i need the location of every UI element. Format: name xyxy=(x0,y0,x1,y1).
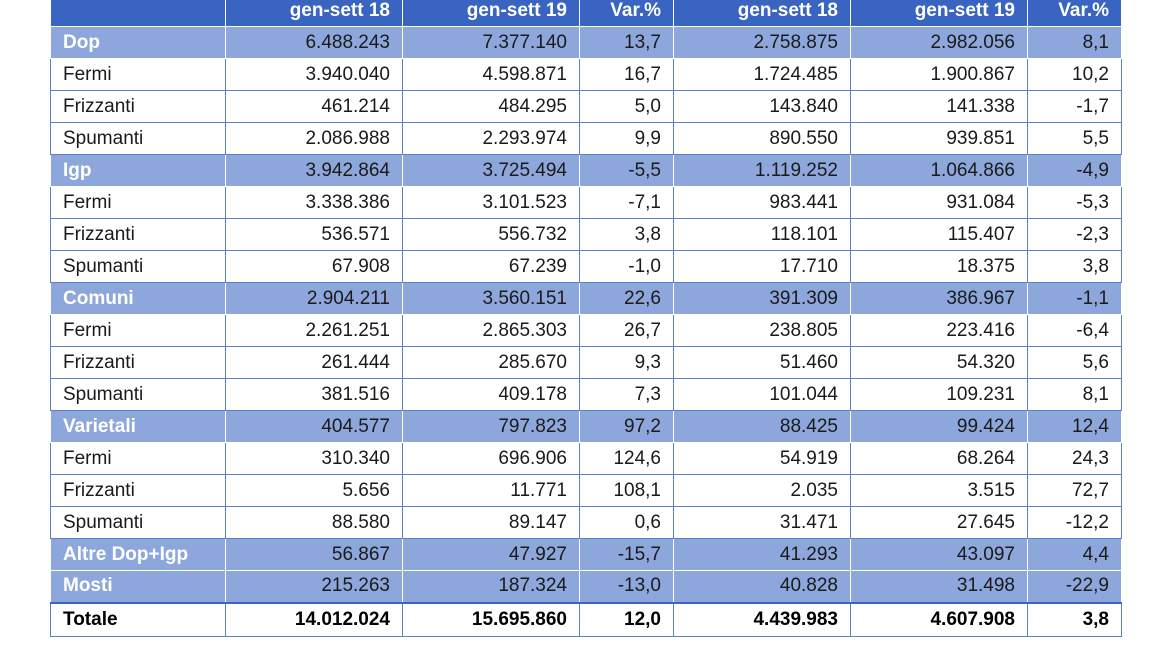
value-cell: 939.851 xyxy=(851,123,1028,155)
table-row xyxy=(51,315,1122,347)
row-label-cell: Fermi xyxy=(51,59,226,91)
value-cell: 12,0 xyxy=(580,603,674,637)
value-cell: 983.441 xyxy=(674,187,851,219)
value-cell: 2.904.211 xyxy=(226,283,403,315)
value-cell: 238.805 xyxy=(674,315,851,347)
row-label-cell: Dop xyxy=(51,27,226,59)
value-cell: 1.119.252 xyxy=(674,155,851,187)
table-row-group xyxy=(51,411,1122,443)
table-row-group xyxy=(51,539,1122,571)
header-cell-var-a: Var.% xyxy=(580,0,674,27)
value-cell: 13,7 xyxy=(580,27,674,59)
value-cell: 16,7 xyxy=(580,59,674,91)
value-cell: 285.670 xyxy=(403,347,580,379)
value-cell: 12,4 xyxy=(1028,411,1122,443)
table-row xyxy=(51,59,1122,91)
value-cell: 31.498 xyxy=(851,571,1028,603)
value-cell: 51.460 xyxy=(674,347,851,379)
value-cell: 1.064.866 xyxy=(851,155,1028,187)
value-cell: 67.908 xyxy=(226,251,403,283)
table-row-group xyxy=(51,571,1122,603)
row-label-cell: Varietali xyxy=(51,411,226,443)
row-label-cell: Fermi xyxy=(51,443,226,475)
value-cell: -1,7 xyxy=(1028,91,1122,123)
value-cell: 15.695.860 xyxy=(403,603,580,637)
value-cell: 54.320 xyxy=(851,347,1028,379)
row-label-cell: Igp xyxy=(51,155,226,187)
value-cell: 26,7 xyxy=(580,315,674,347)
value-cell: -1,0 xyxy=(580,251,674,283)
value-cell: -7,1 xyxy=(580,187,674,219)
value-cell: -5,5 xyxy=(580,155,674,187)
value-cell: 99.424 xyxy=(851,411,1028,443)
table-row xyxy=(51,219,1122,251)
row-label-cell: Spumanti xyxy=(51,251,226,283)
table-row-group xyxy=(51,155,1122,187)
value-cell: 7,3 xyxy=(580,379,674,411)
row-label-cell: Frizzanti xyxy=(51,219,226,251)
value-cell: -2,3 xyxy=(1028,219,1122,251)
row-label-cell: Totale xyxy=(51,603,226,637)
value-cell: 0,6 xyxy=(580,507,674,539)
value-cell: -13,0 xyxy=(580,571,674,603)
value-cell: 5,5 xyxy=(1028,123,1122,155)
value-cell: 54.919 xyxy=(674,443,851,475)
value-cell: 1.900.867 xyxy=(851,59,1028,91)
value-cell: 2.261.251 xyxy=(226,315,403,347)
value-cell: 3.560.151 xyxy=(403,283,580,315)
value-cell: -22,9 xyxy=(1028,571,1122,603)
header-cell-period-18-b: gen-sett 18 xyxy=(674,0,851,27)
value-cell: 4.439.983 xyxy=(674,603,851,637)
value-cell: 9,3 xyxy=(580,347,674,379)
data-table xyxy=(50,0,1122,637)
value-cell: 2.982.056 xyxy=(851,27,1028,59)
row-label-cell: Frizzanti xyxy=(51,91,226,123)
value-cell: 5,0 xyxy=(580,91,674,123)
value-cell: 890.550 xyxy=(674,123,851,155)
value-cell: 3.338.386 xyxy=(226,187,403,219)
value-cell: 3.725.494 xyxy=(403,155,580,187)
table-row-total xyxy=(51,603,1122,637)
table-row xyxy=(51,379,1122,411)
value-cell: 484.295 xyxy=(403,91,580,123)
value-cell: 88.425 xyxy=(674,411,851,443)
value-cell: 797.823 xyxy=(403,411,580,443)
value-cell: 31.471 xyxy=(674,507,851,539)
value-cell: 187.324 xyxy=(403,571,580,603)
row-label-cell: Fermi xyxy=(51,315,226,347)
value-cell: 3,8 xyxy=(1028,251,1122,283)
value-cell: 27.645 xyxy=(851,507,1028,539)
value-cell: 47.927 xyxy=(403,539,580,571)
value-cell: 261.444 xyxy=(226,347,403,379)
value-cell: 41.293 xyxy=(674,539,851,571)
value-cell: 536.571 xyxy=(226,219,403,251)
value-cell: -15,7 xyxy=(580,539,674,571)
value-cell: 101.044 xyxy=(674,379,851,411)
value-cell: 141.338 xyxy=(851,91,1028,123)
value-cell: 4,4 xyxy=(1028,539,1122,571)
value-cell: 22,6 xyxy=(580,283,674,315)
row-label-cell: Fermi xyxy=(51,187,226,219)
value-cell: -12,2 xyxy=(1028,507,1122,539)
row-label-cell: Frizzanti xyxy=(51,347,226,379)
value-cell: 2.035 xyxy=(674,475,851,507)
row-label-cell: Mosti xyxy=(51,571,226,603)
value-cell: 108,1 xyxy=(580,475,674,507)
value-cell: 2.293.974 xyxy=(403,123,580,155)
value-cell: 2.758.875 xyxy=(674,27,851,59)
table-row xyxy=(51,123,1122,155)
value-cell: 3.940.040 xyxy=(226,59,403,91)
value-cell: 931.084 xyxy=(851,187,1028,219)
value-cell: 5.656 xyxy=(226,475,403,507)
row-label-cell: Comuni xyxy=(51,283,226,315)
value-cell: 18.375 xyxy=(851,251,1028,283)
table-row xyxy=(51,187,1122,219)
value-cell: 556.732 xyxy=(403,219,580,251)
value-cell: 7.377.140 xyxy=(403,27,580,59)
value-cell: 461.214 xyxy=(226,91,403,123)
value-cell: 4.598.871 xyxy=(403,59,580,91)
value-cell: 10,2 xyxy=(1028,59,1122,91)
table-row xyxy=(51,347,1122,379)
value-cell: 3.942.864 xyxy=(226,155,403,187)
value-cell: 11.771 xyxy=(403,475,580,507)
table-row-group xyxy=(51,283,1122,315)
row-label-cell: Spumanti xyxy=(51,507,226,539)
value-cell: -4,9 xyxy=(1028,155,1122,187)
row-label-cell: Spumanti xyxy=(51,379,226,411)
value-cell: 215.263 xyxy=(226,571,403,603)
value-cell: 40.828 xyxy=(674,571,851,603)
value-cell: 8,1 xyxy=(1028,379,1122,411)
value-cell: 109.231 xyxy=(851,379,1028,411)
value-cell: 3,8 xyxy=(1028,603,1122,637)
header-cell-label xyxy=(51,0,226,27)
value-cell: 143.840 xyxy=(674,91,851,123)
value-cell: 17.710 xyxy=(674,251,851,283)
value-cell: 3.101.523 xyxy=(403,187,580,219)
value-cell: 381.516 xyxy=(226,379,403,411)
value-cell: 4.607.908 xyxy=(851,603,1028,637)
value-cell: 2.865.303 xyxy=(403,315,580,347)
header-cell-var-b: Var.% xyxy=(1028,0,1122,27)
value-cell: 696.906 xyxy=(403,443,580,475)
value-cell: 67.239 xyxy=(403,251,580,283)
value-cell: 89.147 xyxy=(403,507,580,539)
value-cell: 124,6 xyxy=(580,443,674,475)
value-cell: 1.724.485 xyxy=(674,59,851,91)
table-row xyxy=(51,251,1122,283)
value-cell: 14.012.024 xyxy=(226,603,403,637)
value-cell: 391.309 xyxy=(674,283,851,315)
value-cell: 6.488.243 xyxy=(226,27,403,59)
row-label-cell: Altre Dop+Igp xyxy=(51,539,226,571)
header-cell-period-19-b: gen-sett 19 xyxy=(851,0,1028,27)
row-label-cell: Spumanti xyxy=(51,123,226,155)
value-cell: 310.340 xyxy=(226,443,403,475)
header-cell-period-18-a: gen-sett 18 xyxy=(226,0,403,27)
value-cell: 5,6 xyxy=(1028,347,1122,379)
table-row xyxy=(51,475,1122,507)
value-cell: 9,9 xyxy=(580,123,674,155)
value-cell: 43.097 xyxy=(851,539,1028,571)
value-cell: -1,1 xyxy=(1028,283,1122,315)
value-cell: 24,3 xyxy=(1028,443,1122,475)
value-cell: 409.178 xyxy=(403,379,580,411)
value-cell: 2.086.988 xyxy=(226,123,403,155)
value-cell: -5,3 xyxy=(1028,187,1122,219)
value-cell: 68.264 xyxy=(851,443,1028,475)
value-cell: 386.967 xyxy=(851,283,1028,315)
table-row xyxy=(51,507,1122,539)
value-cell: 72,7 xyxy=(1028,475,1122,507)
header-cell-period-19-a: gen-sett 19 xyxy=(403,0,580,27)
value-cell: 118.101 xyxy=(674,219,851,251)
value-cell: 3,8 xyxy=(580,219,674,251)
value-cell: 223.416 xyxy=(851,315,1028,347)
value-cell: 3.515 xyxy=(851,475,1028,507)
value-cell: 115.407 xyxy=(851,219,1028,251)
value-cell: -6,4 xyxy=(1028,315,1122,347)
table-row xyxy=(51,443,1122,475)
table-row xyxy=(51,91,1122,123)
value-cell: 97,2 xyxy=(580,411,674,443)
table-row-group xyxy=(51,27,1122,59)
value-cell: 88.580 xyxy=(226,507,403,539)
row-label-cell: Frizzanti xyxy=(51,475,226,507)
table-body xyxy=(51,27,1122,637)
value-cell: 56.867 xyxy=(226,539,403,571)
header-row xyxy=(51,0,1122,27)
value-cell: 8,1 xyxy=(1028,27,1122,59)
value-cell: 404.577 xyxy=(226,411,403,443)
